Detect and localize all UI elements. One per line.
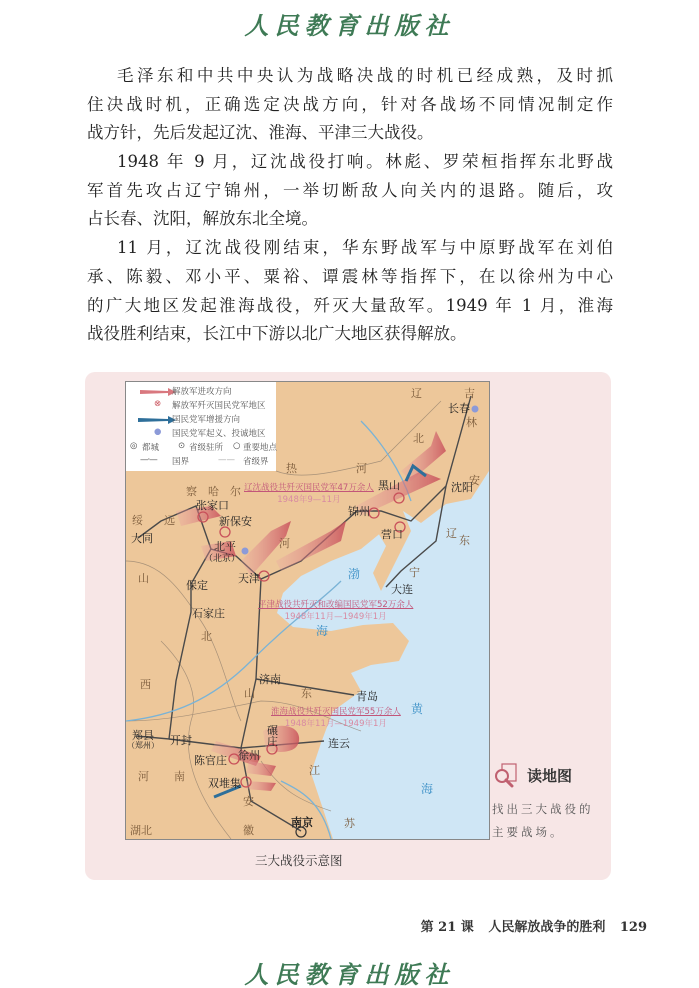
- province-label: 湖北: [130, 824, 152, 837]
- text-line: 军首先攻占辽宁锦州，一举切断敌人向关内的退路。随后，攻: [87, 180, 613, 200]
- publisher-logo-bottom: 人民教育出版社: [244, 960, 455, 988]
- city-dalian: 大连: [391, 583, 413, 596]
- province-label: 苏: [344, 817, 355, 830]
- pingjin-annotation: [258, 598, 413, 622]
- provincial-border-icon: ——: [218, 455, 235, 465]
- pingjin-date: 1948年11月—1949年1月: [284, 612, 387, 622]
- text-line: 1948 年 9 月，辽沈战役打响。林彪、罗荣桓指挥东北野战: [117, 152, 613, 172]
- three-campaigns-map: [125, 381, 490, 840]
- huaihai-annotation: [271, 705, 401, 729]
- city-qingdao: 青岛: [356, 690, 378, 703]
- text-line: 占长春、沈阳，解放东北全境。: [87, 209, 318, 229]
- national-border-icon: —·—: [140, 455, 157, 465]
- sea-label: 黄: [411, 702, 424, 716]
- legend-national-border: 国界: [172, 457, 190, 467]
- province-label: 北: [201, 630, 212, 643]
- surrender-dot-icon: ●: [154, 427, 162, 437]
- province-label: 安: [243, 795, 254, 808]
- city-baoding: 保定: [186, 579, 208, 592]
- city-jinzhou: 锦州: [348, 505, 370, 518]
- province-label: 南: [174, 770, 185, 783]
- city-zhengxian: 郑县: [132, 729, 154, 742]
- map-legend: [126, 382, 276, 471]
- city-jinan: 济南: [259, 673, 281, 686]
- huaihai-text: 淮海战役共歼灭国民党军55万余人: [271, 707, 401, 717]
- sea-label: 海: [421, 782, 434, 796]
- province-label: 吉: [464, 387, 475, 400]
- province-label: 北: [413, 432, 424, 445]
- province-label: 尔: [230, 485, 241, 498]
- legend-surrender: 国民党军起义、投诚地区: [172, 429, 266, 439]
- city-nanjing: 南京: [291, 816, 313, 829]
- province-label: 远: [164, 514, 175, 527]
- city-chenguanzhuang: 陈官庄: [194, 754, 227, 767]
- province-label: 哈: [208, 485, 219, 498]
- province-label: 东: [301, 687, 312, 700]
- page-number: 129: [619, 920, 647, 935]
- city-shuangduiji: 双堆集: [208, 777, 241, 790]
- legend-capital: 都城: [142, 443, 160, 453]
- province-label: 西: [140, 678, 151, 691]
- province-label: 林: [466, 416, 477, 429]
- city-kaifeng: 开封: [170, 734, 192, 747]
- province-label: 徽: [243, 824, 254, 837]
- province-label: 东: [459, 534, 470, 547]
- lesson-number: 第 21 课: [420, 920, 474, 935]
- sea-label: 渤: [348, 567, 361, 581]
- province-label: 热: [286, 462, 297, 475]
- city-beiping: 北平: [214, 540, 236, 553]
- city-zhengzhou: （郑州）: [127, 741, 159, 750]
- read-map-title: 读地图: [527, 767, 573, 785]
- text-line: 战役胜利结束，长江中下游以北广大地区获得解放。: [87, 324, 467, 344]
- legend-provincial-seat: 省级驻所: [189, 443, 224, 453]
- surrender-marker: [472, 406, 479, 413]
- liaoshen-date: 1948年9—11月: [277, 495, 341, 505]
- city-tianjin: 天津: [238, 572, 260, 585]
- legend-attack: 解放军进攻方向: [172, 387, 232, 397]
- province-label: 安: [469, 474, 480, 487]
- magnifier-map-icon: [493, 763, 519, 789]
- province-label: 山: [244, 687, 255, 700]
- city-lianyun: 连云: [328, 737, 350, 750]
- legend-provincial-border: 省级界: [243, 457, 269, 467]
- provincial-seat-icon: ⊙: [178, 441, 186, 451]
- huaihai-date: 1948年11月—1949年1月: [284, 719, 387, 729]
- province-label: 察: [186, 485, 197, 498]
- province-label: 宁: [409, 566, 420, 579]
- city-xinbaoan: 新保安: [219, 515, 252, 528]
- province-label: 河: [138, 770, 149, 783]
- city-heishan: 黑山: [378, 479, 400, 492]
- capital-icon: ◎: [130, 441, 138, 451]
- legend-reinforce: 国民党军增援方向: [172, 415, 241, 425]
- lesson-title: 人民解放战争的胜利: [488, 920, 606, 935]
- city-xuzhou: 徐州: [238, 749, 260, 762]
- reinforce-arrow-icon: [138, 416, 176, 424]
- pingjin-text: 平津战役共歼灭和改编国民党军52万余人: [258, 600, 414, 610]
- city-zhangjiakou: 张家口: [196, 499, 229, 512]
- page-footer: [411, 916, 647, 935]
- city-shenyang: 沈阳: [451, 481, 473, 494]
- publisher-logo-top: 人民教育出版社: [244, 11, 455, 40]
- city-nianzhuang: 碾庄: [267, 724, 278, 748]
- text-line: 战方针，先后发起辽沈、淮海、平津三大战役。: [87, 123, 434, 143]
- province-label: 河: [279, 537, 290, 550]
- attack-arrow: [246, 761, 276, 776]
- attack-arrow-icon: [140, 388, 176, 396]
- province-label: 山: [138, 572, 149, 585]
- liaoshen-text: 辽沈战役共歼灭国民党军47万余人: [244, 483, 374, 493]
- key-place-icon: ○: [233, 441, 241, 451]
- sea-label: 海: [316, 624, 329, 638]
- city-shijiazhuang: 石家庄: [192, 607, 225, 620]
- city-changchun: 长春: [448, 402, 470, 415]
- province-label: 绥: [132, 514, 143, 527]
- province-label: 河: [356, 462, 367, 475]
- province-label: 江: [309, 764, 320, 777]
- city-beijing: （北京）: [204, 554, 241, 564]
- text-line: 住决战时机，正确选定决战方向，针对各战场不同情况制定作: [87, 94, 613, 114]
- surrender-marker: [242, 548, 249, 555]
- province-label: 辽: [411, 387, 422, 400]
- map-caption: 三大战役示意图: [255, 853, 343, 868]
- legend-annihilate: 解放军歼灭国民党军地区: [172, 401, 266, 411]
- annihilate-icon: ⊗: [154, 399, 162, 409]
- text-line: 毛泽东和中共中央认为战略决战的时机已经成熟，及时抓: [117, 66, 613, 85]
- city-yingkou: 营口: [381, 528, 403, 541]
- city-datong: 大同: [131, 532, 153, 545]
- text-line: 11 月，辽沈战役刚结束，华东野战军与中原野战军在刘伯: [117, 238, 613, 258]
- body-text: [87, 62, 613, 349]
- read-map-text: 找出三大战役的主要战场。: [492, 802, 594, 839]
- text-line: 承、陈毅、邓小平、粟裕、谭震林等指挥下，在以徐州为中心: [87, 266, 613, 286]
- liaoshen-annotation: [244, 481, 374, 505]
- province-label: 辽: [446, 527, 457, 540]
- legend-key-place: 重要地点: [243, 443, 278, 453]
- text-line: 的广大地区发起淮海战役，歼灭大量敌军。1949 年 1 月，淮海: [87, 295, 613, 315]
